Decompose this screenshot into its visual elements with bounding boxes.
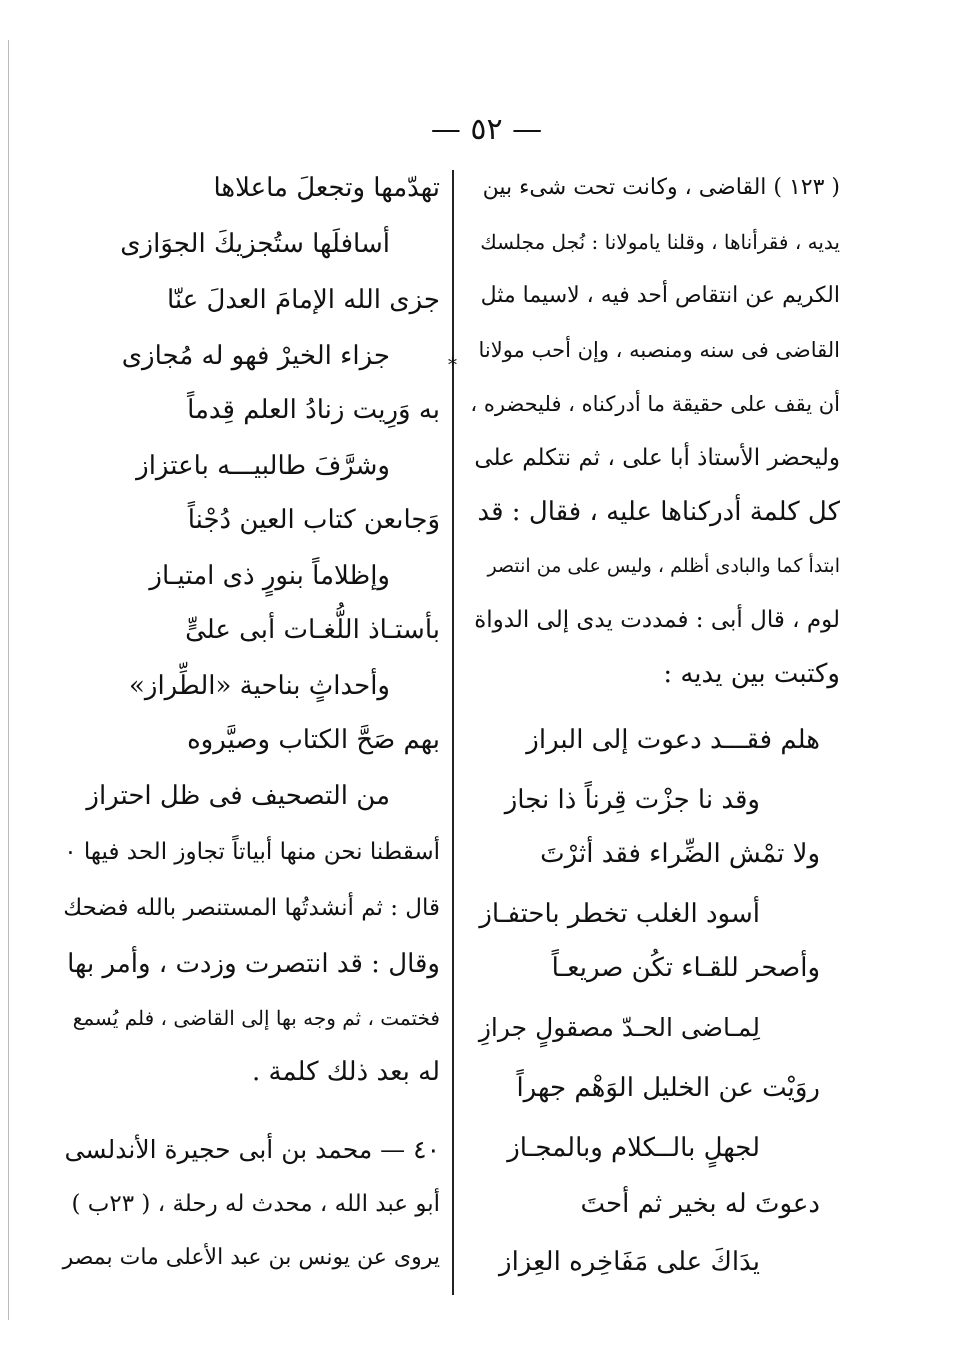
verse-line: من التصحيف فى ظل احتراز bbox=[86, 781, 390, 811]
text-line: لوم ، قال أبى : فمددت يدى إلى الدواة bbox=[474, 607, 840, 633]
verse-line: جزاء الخيرْ فهو له مُجازى bbox=[121, 341, 390, 371]
text-line: كل كلمة أدركناها عليه ، فقال : قد bbox=[477, 497, 840, 527]
verse-line: به وَرِيت زنادُ العلم قِدماً bbox=[187, 395, 440, 425]
verse-line: ولا تمْش الضِّراء فقد أثرْتَ bbox=[540, 839, 820, 869]
text-line: وكتبت بين يديه : bbox=[663, 659, 840, 689]
text-line: وليحضر الأستاذ أبا على ، ثم نتكلم على bbox=[474, 445, 840, 471]
verse-line: وأصحر للقـاء تكُن صريعـاً bbox=[551, 953, 820, 983]
verse-line: وَجاىعن كتاب العين دُجْناً bbox=[187, 505, 440, 535]
verse-line: جزى الله الإمامَ العدلَ عنّا bbox=[166, 285, 440, 315]
margin-mark: * bbox=[448, 355, 457, 376]
verse-line: أسافلَها ستُجزيكَ الجوَازى bbox=[120, 229, 390, 259]
text-line: يديه ، فقرأناها ، وقلنا يامولانا : نُجل مجلسك bbox=[480, 230, 840, 254]
verse-line: بأستـاذ اللُّغـات أبى علىٍّ bbox=[185, 615, 440, 645]
text-line: له بعد ذلك كلمة . bbox=[252, 1057, 440, 1087]
text-line: فختمت ، ثم وجه بها إلى القاضى ، فلم يُسمع bbox=[72, 1006, 440, 1030]
verse-line: بهم صَحَّ الكتاب وصيَّروه bbox=[187, 725, 440, 755]
verse-line: روَيْت عن الخليل الوَهْم جهراً bbox=[516, 1073, 820, 1103]
verse-line: وشرَّفَ طالبيـــه باعتزاز bbox=[136, 451, 390, 481]
page-edge-line bbox=[8, 40, 9, 1320]
text-line: ابتدأ كما والبادى أظلم ، وليس على من انتصر bbox=[487, 555, 840, 577]
text-line: يروى عن يونس بن عبد الأعلى مات بمصر bbox=[62, 1245, 440, 1270]
text-line: قال : ثم أنشدتُها المستنصر بالله فضحك bbox=[63, 895, 440, 921]
verse-line: هلم فقـــد دعوت إلى البراز bbox=[526, 725, 820, 755]
verse-line: تهدّمها وتجعلَ ماعلاها bbox=[213, 173, 440, 203]
verse-line: وقد نا جزْت قِرناً ذا نجاز bbox=[504, 785, 760, 815]
verse-line: لجهلٍ بالــكلام وبالمجـاز bbox=[507, 1133, 760, 1163]
text-line: ( ١٢٣ ) القاضى ، وكانت تحت شىء بين bbox=[482, 175, 840, 200]
text-line: أبو عبد الله ، محدث له رحلة ، ( ٢٣ب ) bbox=[71, 1191, 440, 1217]
text-line: القاضى فى سنه ومنصبه ، وإن أحب مولانا bbox=[478, 338, 840, 362]
verse-line: وإظلاماً بنورٍ ذى امتيـاز bbox=[149, 561, 390, 591]
text-line: أن يقف على حقيقة ما أدركناه ، فليحضره ، bbox=[470, 392, 840, 416]
text-line: وقال : قد انتصرت وزدت ، وأمر بها bbox=[67, 949, 440, 979]
entry-heading: ٤٠ — محمد بن أبى حجيرة الأندلسى bbox=[64, 1135, 440, 1164]
text-line: أسقطنا نحن منها أبياتاً تجاوز الحد فيها ٠ bbox=[64, 839, 440, 865]
page-number: — ٥٢ — bbox=[430, 112, 543, 147]
verse-line: أسود الغلب تخطر باحتفـاز bbox=[479, 899, 760, 929]
column-divider bbox=[452, 170, 454, 1295]
verse-line: دعوتَ له بخير ثم أحتَ bbox=[580, 1189, 820, 1219]
verse-line: لِمـاضى الحـدّ مصقولٍ جرازِ bbox=[478, 1013, 760, 1042]
verse-line: يدَاكَ على مَفَاخِره العِزاز bbox=[499, 1247, 760, 1277]
verse-line: وأحداثٍ بناحية «الطِّراز» bbox=[128, 671, 390, 701]
text-line: الكريم عن انتقاص أحد فيه ، لاسيما مثل bbox=[480, 283, 840, 308]
